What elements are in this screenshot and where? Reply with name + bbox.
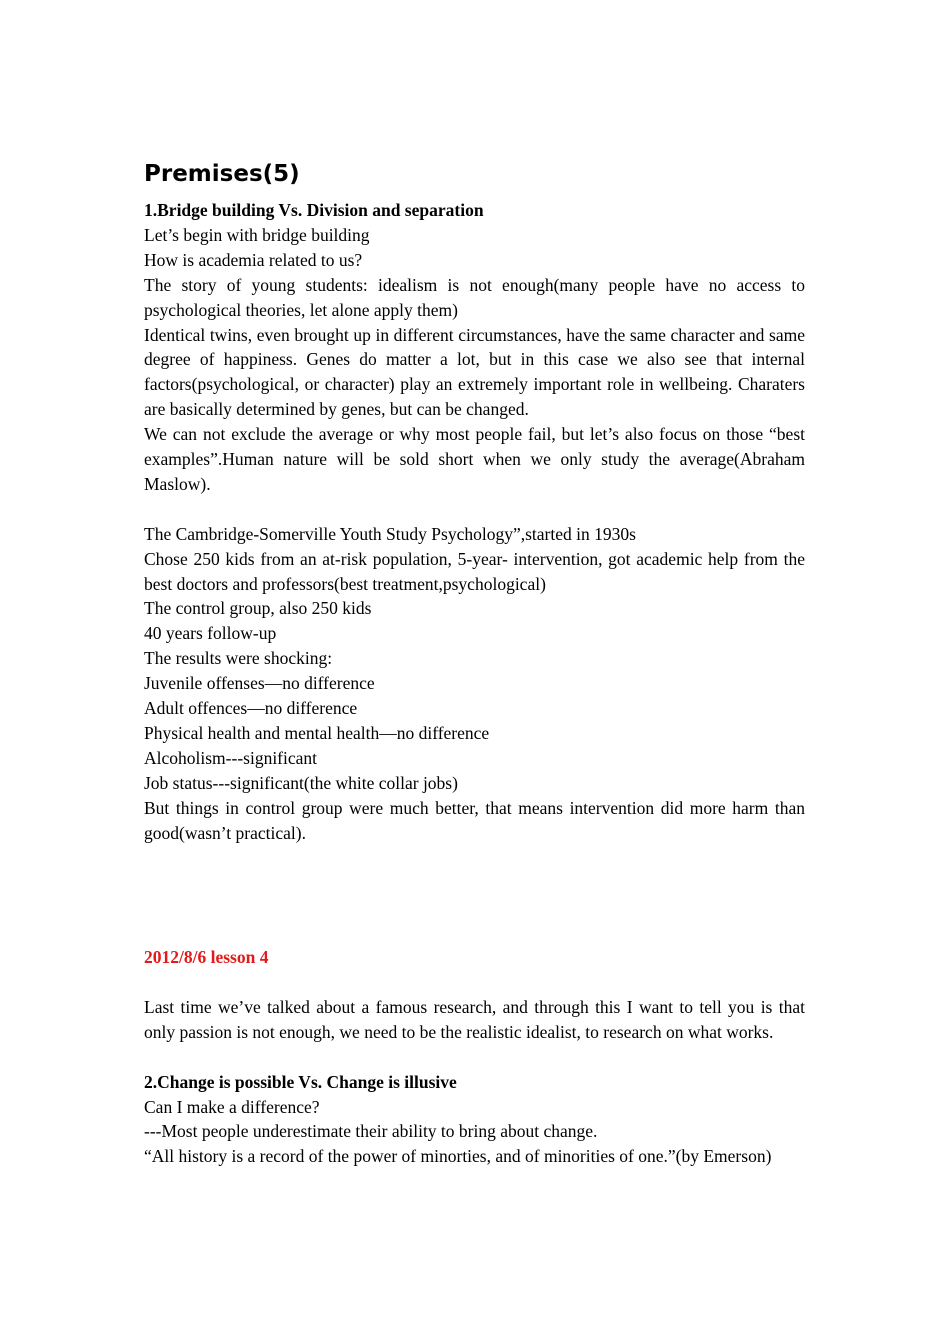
spacer bbox=[144, 970, 805, 995]
text-line: 40 years follow-up bbox=[144, 623, 277, 644]
text-line: ---Most people underestimate their ability to bring about change. bbox=[144, 1121, 598, 1142]
paragraph: Chose 250 kids from an at-risk population, 5-year- intervention, got academic help from the best doctors and professors(best treatment,psychological) bbox=[144, 548, 805, 594]
page-title: Premises(5) bbox=[144, 161, 300, 187]
text-line: The results were shocking: bbox=[144, 648, 333, 669]
text-line: The control group, also 250 kids bbox=[144, 598, 372, 619]
spacer bbox=[144, 497, 805, 522]
text-line: Juvenile offenses—no difference bbox=[144, 673, 375, 694]
text-line: Job status---significant(the white collar jobs) bbox=[144, 772, 458, 793]
text-line: Alcoholism---significant bbox=[144, 747, 318, 768]
paragraph: Identical twins, even brought up in different circumstances, have the same character and same degree of happiness. Genes do matter a lot, but in this case we also see that internal factors(psychological, or character) play an extremely important role in wellbeing. Charaters are basically determined by genes, but can be changed. bbox=[144, 324, 805, 420]
lesson-date: 2012/8/6 lesson 4 bbox=[144, 947, 269, 968]
text-line: Can I make a difference? bbox=[144, 1096, 320, 1117]
paragraph: Last time we’ve talked about a famous research, and through this I want to tell you is that only passion is not enough, we need to be the realistic idealist, to research on what works. bbox=[144, 996, 805, 1042]
paragraph: We can not exclude the average or why most people fail, but let’s also focus on those “best examples”.Human nature will be sold short when we only study the average(Abraham Maslow). bbox=[144, 424, 805, 494]
text-line: How is academia related to us? bbox=[144, 249, 363, 270]
text-line: Let’s begin with bridge building bbox=[144, 224, 370, 245]
section2-heading: 2.Change is possible Vs. Change is illusive bbox=[144, 1071, 457, 1092]
text-line: The Cambridge-Somerville Youth Study Psychology”,started in 1930s bbox=[144, 523, 636, 544]
spacer bbox=[144, 1045, 805, 1070]
text-line: Adult offences—no difference bbox=[144, 698, 358, 719]
spacer bbox=[144, 846, 805, 946]
paragraph: “All history is a record of the power of minorties, and of minorities of one.”(by Emerson) bbox=[144, 1146, 772, 1167]
text-line: Physical health and mental health—no difference bbox=[144, 723, 490, 744]
section1-heading: 1.Bridge building Vs. Division and separation bbox=[144, 200, 484, 220]
document-page bbox=[144, 158, 805, 1169]
paragraph: But things in control group were much better, that means intervention did more harm than good(wasn’t practical). bbox=[144, 797, 805, 843]
paragraph: The story of young students: idealism is not enough(many people have no access to psychological theories, let alone apply them) bbox=[144, 274, 805, 320]
